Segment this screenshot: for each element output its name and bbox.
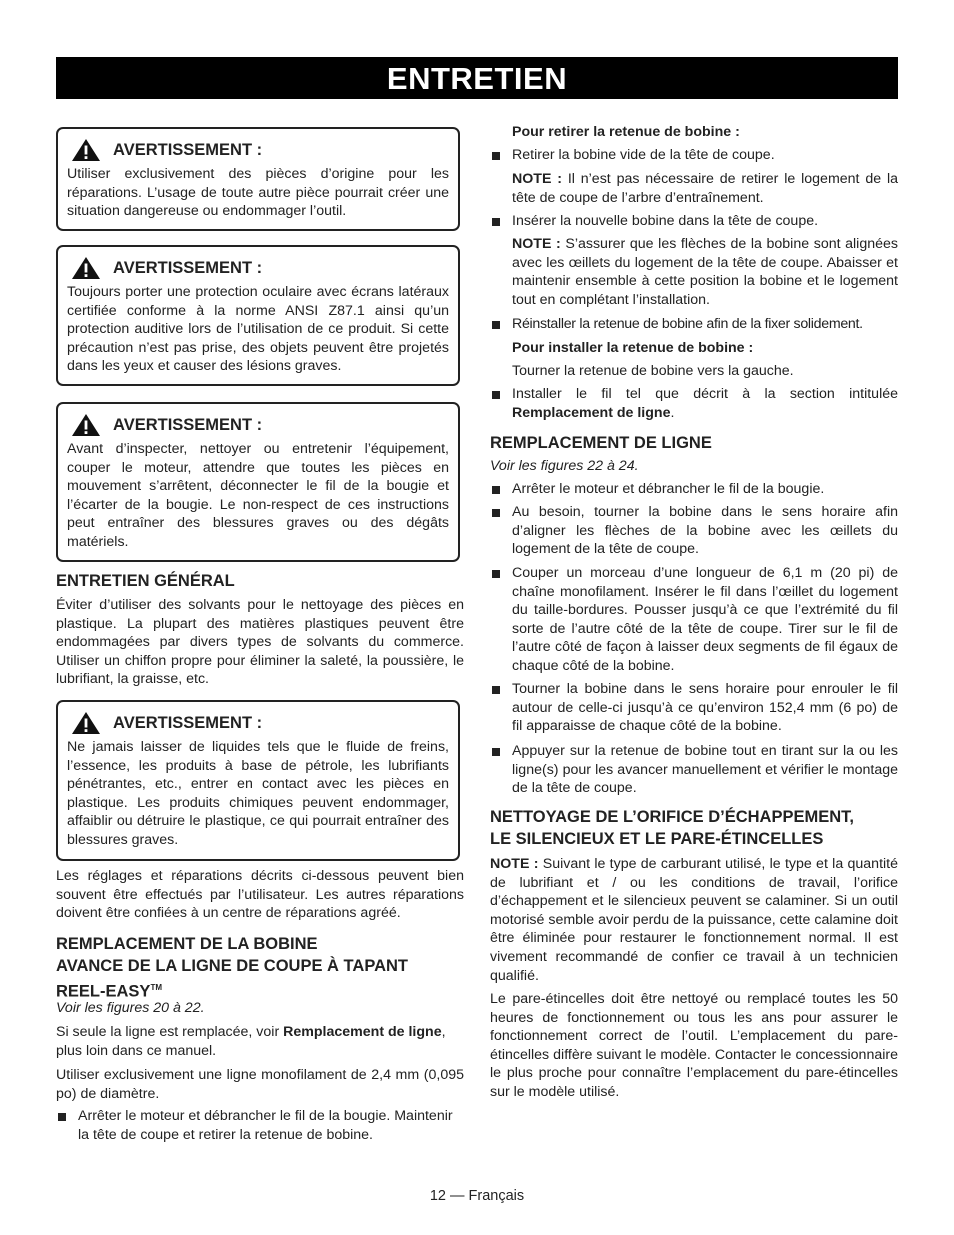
note-text: Suivant le type de carburant utilisé, le type et la quantité de lubrifiant et / ou les conditions de travail, l’orifice d’échappement et le silencieux peuvent se calaminer. Si un outil motorisé semble avoir perdu de la puissance, cette calamine doit être éliminée pour restaurer le fonctionnement normal. Il est vivement recommandé de confier ce travail à un technicien qualifié. — [490, 856, 898, 984]
list-item — [490, 146, 898, 165]
note-label: NOTE : — [490, 856, 539, 872]
note-1 — [512, 170, 898, 207]
title-line: REMPLACEMENT DE LA BOBINE — [56, 935, 318, 953]
list-item — [490, 385, 898, 422]
warning-text: Toujours porter une protection oculaire avec écrans latéraux certifiée conforme à la norme ANSI Z87.1 ainsi qu’un protection auditive lors de l’utilisation de ce produit. Si cette précaution n’est pas prise, des objets peuvent être projetés dans les yeux et causer des lésions graves. — [67, 284, 449, 375]
title-line: LE SILENCIEUX ET LE PARE-ÉTINCELLES — [490, 829, 824, 848]
spool-replacement-title — [56, 934, 464, 1003]
install-retainer-text: Tourner la retenue de bobine vers la gauche. — [512, 363, 794, 379]
warning-box-4 — [56, 700, 460, 861]
general-maintenance-title: ENTRETIEN GÉNÉRAL — [56, 572, 235, 590]
note-2 — [512, 235, 898, 309]
bullet-text: Tourner la bobine dans le sens horaire pour enrouler le fil autour de celle-ci jusqu’à ce qu’environ 152,4 mm (6 po) de fil apparaisse de chaque côté de la bobine. — [512, 681, 898, 735]
subheading: Pour installer la retenue de bobine : — [512, 340, 754, 356]
spool-figures-ref: Voir les figures 20 à 22. — [56, 1000, 205, 1016]
list-item — [490, 564, 898, 676]
line-replacement-title: REMPLACEMENT DE LIGNE — [490, 434, 712, 452]
remove-retainer-heading — [512, 123, 898, 142]
line-figures-ref: Voir les figures 22 à 24. — [490, 458, 639, 474]
bullet-square-icon — [492, 509, 500, 517]
warning-triangle-icon — [71, 256, 101, 280]
bullet-square-icon — [492, 748, 500, 756]
title-line: AVANCE DE LA LIGNE DE COUPE À TAPANT — [56, 956, 409, 975]
spool-paragraph-1 — [56, 1023, 464, 1060]
warning-box-1 — [56, 127, 460, 231]
list-item — [490, 212, 898, 231]
warning-triangle-icon — [71, 413, 101, 437]
bullet-square-icon — [492, 321, 500, 329]
bullet-text: Appuyer sur la retenue de bobine tout en tirant sur la ou les ligne(s) pour les avancer manuellement et vérifier le montage de la tête de coupe. — [512, 743, 898, 797]
warning-triangle-icon — [71, 138, 101, 162]
bullet-square-icon — [492, 486, 500, 494]
bullet-square-icon — [492, 570, 500, 578]
warning-label: AVERTISSEMENT : — [113, 141, 263, 159]
note-text: S’assurer que les flèches de la bobine sont alignées avec les œillets du logement de la tête de coupe. Abaisser et maintenir ensemble à cette position la bobine et le logement tout en complétant l’installation. — [512, 236, 898, 308]
title-line: NETTOYAGE DE L’ORIFICE D’ÉCHAPPEMENT, — [490, 808, 854, 826]
exhaust-note — [490, 855, 898, 985]
note-label: NOTE : — [512, 236, 561, 252]
page-footer: 12 — Français — [429, 1188, 525, 1204]
list-item — [490, 680, 898, 736]
general-maintenance-text: Éviter d’utiliser des solvants pour le nettoyage des pièces en plastique. La plupart des matières plastiques peuvent être endommagées par divers types de solvants du commerce. Utiliser un chiffon propre pour éliminer la saleté, la poussière, le lubrifiant, la graisse, etc. — [56, 597, 464, 688]
page-banner-title: ENTRETIEN — [56, 57, 898, 99]
install-retainer-heading — [512, 339, 898, 358]
bullet-text: Retirer la bobine vide de la tête de coupe. — [512, 147, 775, 163]
bullet-text: Installer le fil tel que décrit à la section intitulée — [512, 386, 898, 402]
bullet-text: Arrêter le moteur et débrancher le fil de la bougie. — [512, 481, 825, 497]
warning-triangle-icon — [71, 711, 101, 735]
bullet-square-icon — [492, 152, 500, 160]
bullet-text: Réinstaller la retenue de bobine afin de la fixer solidement. — [512, 316, 863, 332]
list-item — [490, 480, 898, 499]
bullet-text: Couper un morceau d’une longueur de 6,1 m (20 pi) de chaîne monofilament. Insérer le fil dans l’œillet du logement du taille-bordures. Pousser jusqu’à ce que l’extrémité du fil sorte de l’autre côté de la tête de coupe. Tirer sur le fil de l’autre côté de façon à laisser deux segments de fil égaux de chaque côté de la bobine. — [512, 565, 898, 674]
warning-text: Utiliser exclusivement des pièces d’origine pour les réparations. L’usage de toute autre pièce pourrait créer une situation dangereuse ou endommager l’outil. — [67, 166, 449, 220]
warning-box-2 — [56, 245, 460, 386]
cross-reference: Remplacement de ligne — [512, 404, 671, 421]
list-item — [56, 1107, 464, 1144]
spool-paragraph-2: Utiliser exclusivement une ligne monofilament de 2,4 mm (0,095 po) de diamètre. — [56, 1067, 464, 1102]
spark-arrestor-text: Le pare-étincelles doit être nettoyé ou remplacé toutes les 50 heures de fonctionnement ou tous les ans pour assurer le fonctionnement correct de l’outil. L’emplacement du pare-étincelles diffère suivant le modèle. Contacter le concessionnaire le plus proche pour connaître l’emplacement du pare-étincelles sur le modèle utilisé. — [490, 991, 898, 1100]
warning-header — [71, 138, 449, 162]
warning-label: AVERTISSEMENT : — [113, 259, 263, 277]
warning-label: AVERTISSEMENT : — [113, 416, 263, 434]
bullet-square-icon — [492, 391, 500, 399]
warning-text: Avant d’inspecter, nettoyer ou entretenir l’équipement, couper le moteur, attendre que toutes les pièces en mouvement s’arrêtent, déconnecter le fil de la bougie et l’écarter de la bougie. Le non-respect de ces instructions peut entraîner des blessures graves ou des dégâts matériels. — [67, 441, 449, 550]
note-label: NOTE : — [512, 171, 562, 187]
text: , plus loin dans ce manuel. — [56, 1024, 446, 1059]
title-line: REEL-EASY — [56, 982, 151, 1001]
adjustments-text: Les réglages et réparations décrits ci-dessous peuvent bien souvent être effectués par l’utilisateur. Les autres réparations doivent être confiées à un centre de réparations agréé. — [56, 868, 464, 922]
list-item — [490, 315, 898, 334]
warning-header — [71, 256, 449, 280]
list-item — [490, 742, 898, 798]
warning-label: AVERTISSEMENT : — [113, 714, 263, 732]
list-item — [490, 503, 898, 559]
warning-header — [71, 711, 449, 735]
bullet-square-icon — [58, 1113, 66, 1121]
bullet-square-icon — [492, 218, 500, 226]
trademark-mark: TM — [150, 983, 162, 992]
text: Si seule la ligne est remplacée, voir — [56, 1024, 284, 1040]
warning-box-3 — [56, 402, 460, 562]
bullet-text: Insérer la nouvelle bobine dans la tête de coupe. — [512, 213, 819, 229]
bullet-text: Arrêter le moteur et débrancher le fil de la bougie. Maintenir la tête de coupe et retirer la retenue de bobine. — [78, 1108, 453, 1143]
cross-reference: Remplacement de ligne — [283, 1024, 442, 1040]
warning-text: Ne jamais laisser de liquides tels que le fluide de freins, l’essence, les produits à base de pétrole, les lubrifiants pénétrantes, etc., entrer en contact avec les pièces en plastique. Les produits chimiques peuvent endommager, affaiblir ou détruire le plastique, ce qui pourrait entraîner des blessures graves. — [67, 739, 449, 848]
exhaust-cleaning-title — [490, 807, 898, 850]
warning-header — [71, 413, 449, 437]
note-text: Il n’est pas nécessaire de retirer le logement de la tête de coupe de l’arbre d’entraînement. — [512, 171, 898, 206]
bullet-text: Au besoin, tourner la bobine dans le sens horaire afin d’aligner les flèches de la bobine avec les œillets du logement de la tête de coupe. — [512, 504, 898, 558]
bullet-square-icon — [492, 686, 500, 694]
subheading: Pour retirer la retenue de bobine : — [512, 124, 740, 140]
bullet-text: . — [670, 404, 675, 421]
